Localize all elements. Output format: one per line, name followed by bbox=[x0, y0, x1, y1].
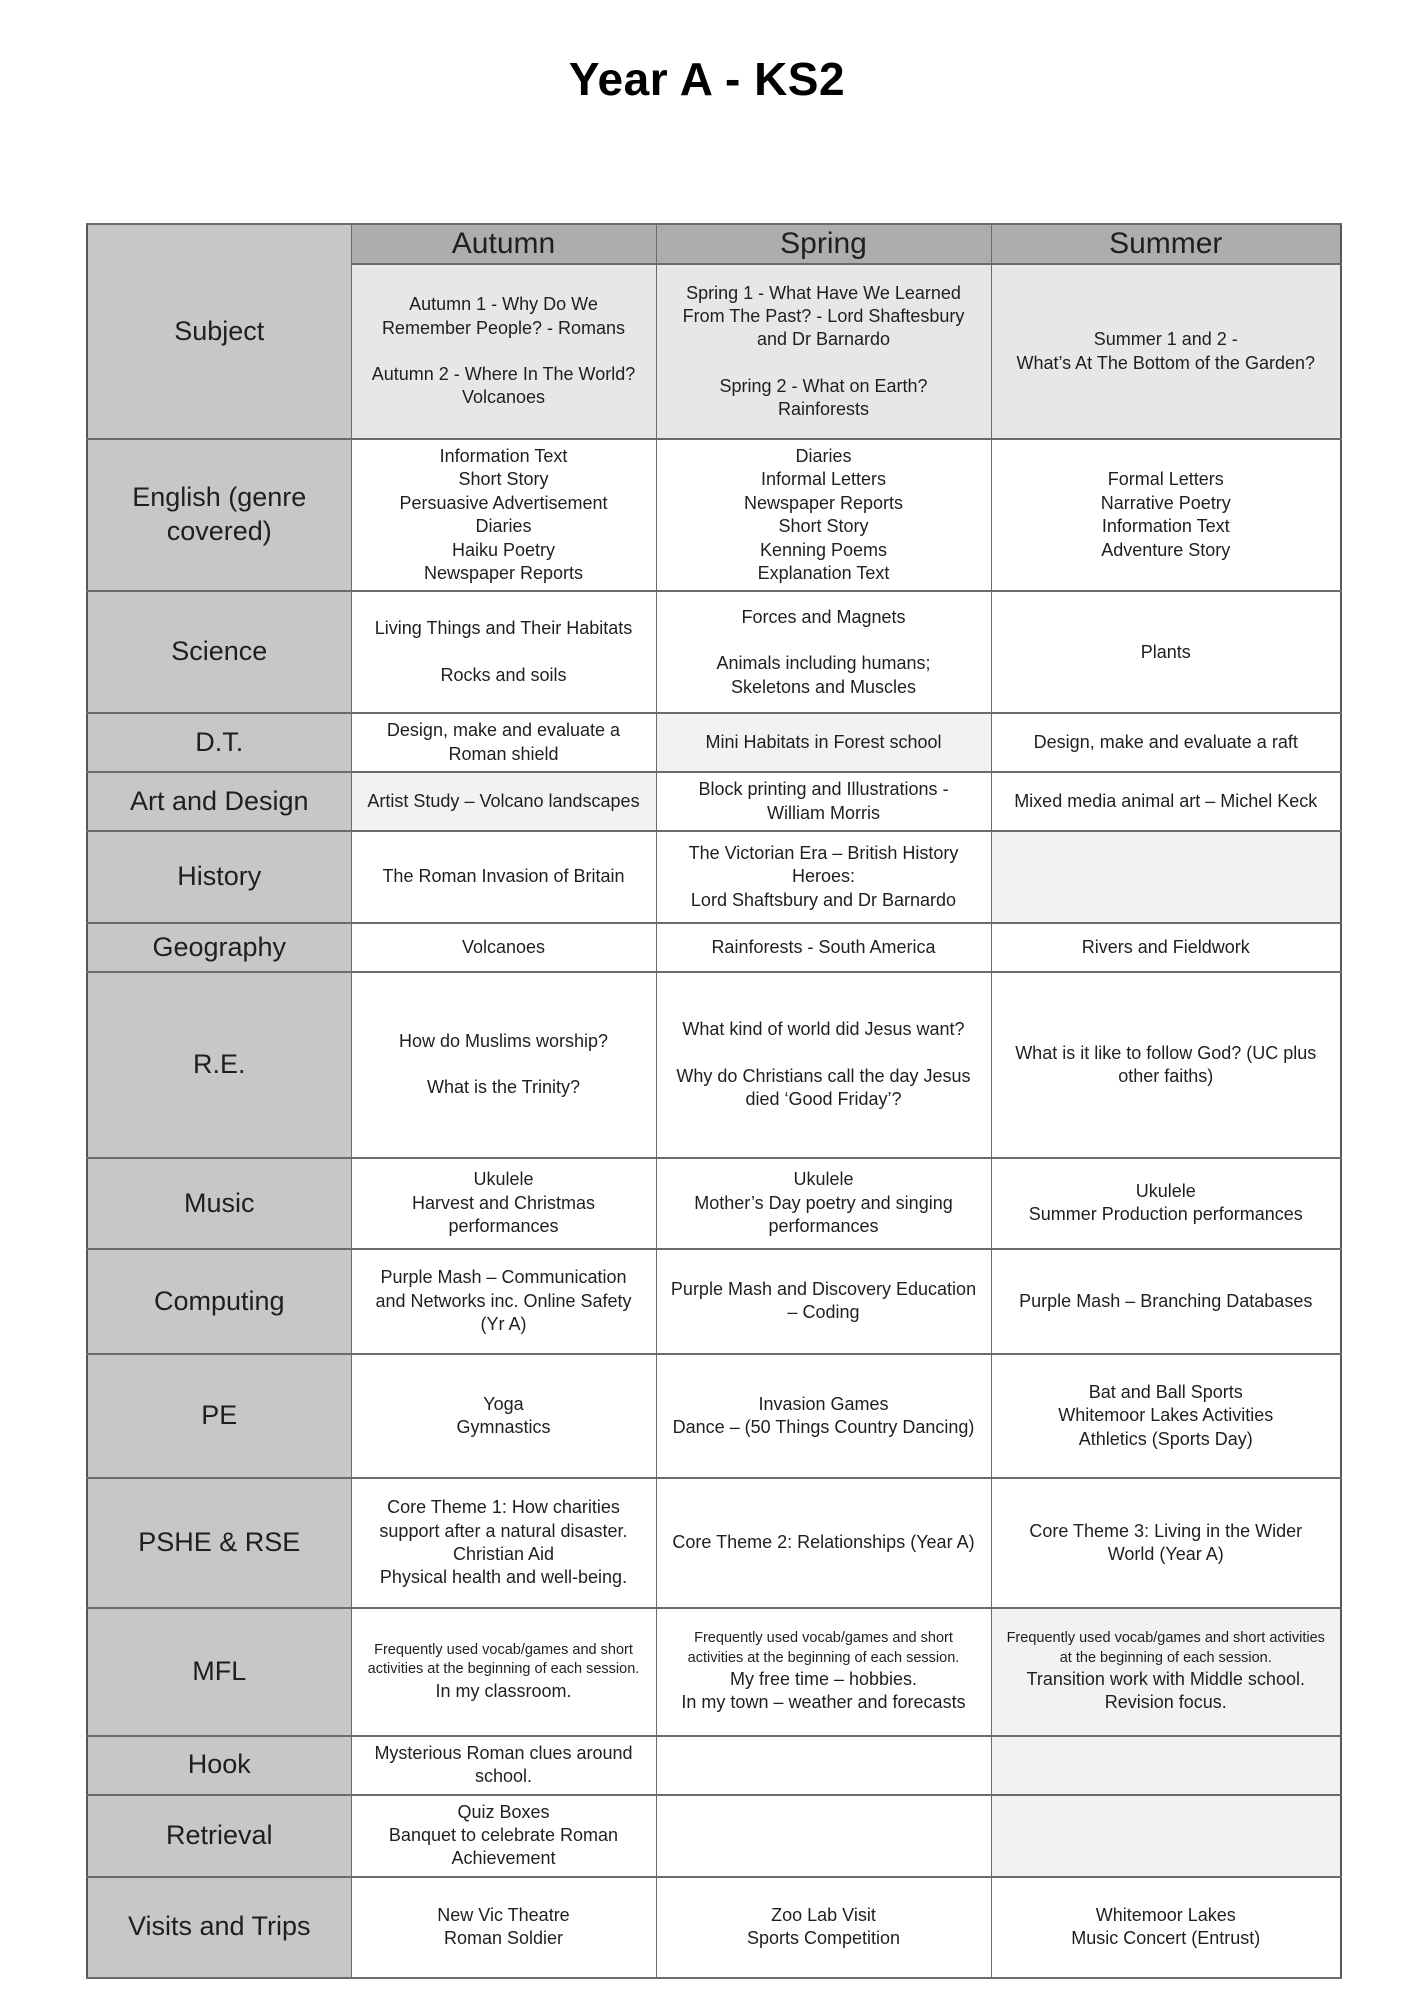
cell-mfl-spring: Frequently used vocab/games and short activities at the beginning of each session. My free time – hobbies. In my town – weather and forecasts bbox=[656, 1608, 991, 1736]
row-label-science: Science bbox=[87, 591, 351, 713]
cell-computing-spring: Purple Mash and Discovery Education – Coding bbox=[656, 1249, 991, 1354]
row-label-d-t: D.T. bbox=[87, 713, 351, 772]
cell-visits-and-trips-autumn: New Vic Theatre Roman Soldier bbox=[351, 1877, 656, 1978]
row-label-r-e: R.E. bbox=[87, 972, 351, 1158]
table-row-r-e bbox=[87, 972, 1341, 1158]
cell-r-e-summer: What is it like to follow God? (UC plus other faiths) bbox=[991, 972, 1341, 1158]
cell-geography-spring: Rainforests - South America bbox=[656, 923, 991, 972]
cell-pe-spring: Invasion Games Dance – (50 Things Country Dancing) bbox=[656, 1354, 991, 1478]
cell-visits-and-trips-summer: Whitemoor Lakes Music Concert (Entrust) bbox=[991, 1877, 1341, 1978]
column-header-summer: Summer bbox=[991, 224, 1341, 264]
topic-cell-autumn: Autumn 1 - Why Do We Remember People? - Romans Autumn 2 - Where In The World? Volcanoes bbox=[351, 264, 656, 439]
table-row-hook bbox=[87, 1736, 1341, 1795]
row-label-art-and-design: Art and Design bbox=[87, 772, 351, 831]
cell-science-summer: Plants bbox=[991, 591, 1341, 713]
cell-hook-autumn: Mysterious Roman clues around school. bbox=[351, 1736, 656, 1795]
row-label-pe: PE bbox=[87, 1354, 351, 1478]
cell-english-genre-covered-autumn: Information Text Short Story Persuasive Advertisement Diaries Haiku Poetry Newspaper Reports bbox=[351, 439, 656, 591]
row-label-geography: Geography bbox=[87, 923, 351, 972]
cell-pshe-rse-spring: Core Theme 2: Relationships (Year A) bbox=[656, 1478, 991, 1608]
cell-pe-summer: Bat and Ball Sports Whitemoor Lakes Activities Athletics (Sports Day) bbox=[991, 1354, 1341, 1478]
cell-computing-summer: Purple Mash – Branching Databases bbox=[991, 1249, 1341, 1354]
cell-history-summer bbox=[991, 831, 1341, 923]
cell-retrieval-autumn: Quiz Boxes Banquet to celebrate Roman Achievement bbox=[351, 1795, 656, 1877]
cell-music-summer: Ukulele Summer Production performances bbox=[991, 1158, 1341, 1249]
cell-pe-autumn: Yoga Gymnastics bbox=[351, 1354, 656, 1478]
cell-pshe-rse-summer: Core Theme 3: Living in the Wider World (Year A) bbox=[991, 1478, 1341, 1608]
cell-retrieval-spring bbox=[656, 1795, 991, 1877]
cell-pshe-rse-autumn: Core Theme 1: How charities support after a natural disaster. Christian Aid Physical health and well-being. bbox=[351, 1478, 656, 1608]
cell-english-genre-covered-summer: Formal Letters Narrative Poetry Information Text Adventure Story bbox=[991, 439, 1341, 591]
cell-geography-autumn: Volcanoes bbox=[351, 923, 656, 972]
column-header-spring: Spring bbox=[656, 224, 991, 264]
column-header-autumn: Autumn bbox=[351, 224, 656, 264]
cell-computing-autumn: Purple Mash – Communication and Networks inc. Online Safety (Yr A) bbox=[351, 1249, 656, 1354]
cell-geography-summer: Rivers and Fieldwork bbox=[991, 923, 1341, 972]
cell-science-spring: Forces and Magnets Animals including humans; Skeletons and Muscles bbox=[656, 591, 991, 713]
cell-mfl-autumn: Frequently used vocab/games and short activities at the beginning of each session. In my classroom. bbox=[351, 1608, 656, 1736]
cell-music-autumn: Ukulele Harvest and Christmas performances bbox=[351, 1158, 656, 1249]
table-row-pshe-rse bbox=[87, 1478, 1341, 1608]
table-row-computing bbox=[87, 1249, 1341, 1354]
cell-hook-summer bbox=[991, 1736, 1341, 1795]
cell-science-autumn: Living Things and Their Habitats Rocks and soils bbox=[351, 591, 656, 713]
table-row-english-genre-covered bbox=[87, 439, 1341, 591]
row-label-computing: Computing bbox=[87, 1249, 351, 1354]
table-row-science bbox=[87, 591, 1341, 713]
table-row-visits-and-trips bbox=[87, 1877, 1341, 1978]
cell-history-spring: The Victorian Era – British History Heroes: Lord Shaftsbury and Dr Barnardo bbox=[656, 831, 991, 923]
cell-art-and-design-summer: Mixed media animal art – Michel Keck bbox=[991, 772, 1341, 831]
topic-cell-summer: Summer 1 and 2 - What’s At The Bottom of the Garden? bbox=[991, 264, 1341, 439]
topic-cell-spring: Spring 1 - What Have We Learned From The Past? - Lord Shaftesbury and Dr Barnardo Spring 2 - What on Earth? Rainforests bbox=[656, 264, 991, 439]
row-label-hook: Hook bbox=[87, 1736, 351, 1795]
cell-history-autumn: The Roman Invasion of Britain bbox=[351, 831, 656, 923]
cell-hook-spring bbox=[656, 1736, 991, 1795]
row-label-pshe-rse: PSHE & RSE bbox=[87, 1478, 351, 1608]
cell-art-and-design-spring: Block printing and Illustrations - William Morris bbox=[656, 772, 991, 831]
row-label-history: History bbox=[87, 831, 351, 923]
table-row-history bbox=[87, 831, 1341, 923]
row-label-music: Music bbox=[87, 1158, 351, 1249]
cell-r-e-autumn: How do Muslims worship? What is the Trinity? bbox=[351, 972, 656, 1158]
table-row-d-t bbox=[87, 713, 1341, 772]
row-label-visits-and-trips: Visits and Trips bbox=[87, 1877, 351, 1978]
cell-music-spring: Ukulele Mother’s Day poetry and singing performances bbox=[656, 1158, 991, 1249]
row-label-english-genre-covered: English (genre covered) bbox=[87, 439, 351, 591]
cell-d-t-summer: Design, make and evaluate a raft bbox=[991, 713, 1341, 772]
table-row-art-and-design bbox=[87, 772, 1341, 831]
table-row-music bbox=[87, 1158, 1341, 1249]
cell-mfl-summer: Frequently used vocab/games and short activities at the beginning of each session. Transition work with Middle school. Revision focus. bbox=[991, 1608, 1341, 1736]
table-row-retrieval bbox=[87, 1795, 1341, 1877]
corner-label-subject: Subject bbox=[87, 224, 351, 439]
cell-d-t-spring: Mini Habitats in Forest school bbox=[656, 713, 991, 772]
table-row-geography bbox=[87, 923, 1341, 972]
cell-english-genre-covered-spring: Diaries Informal Letters Newspaper Reports Short Story Kenning Poems Explanation Text bbox=[656, 439, 991, 591]
table-row-mfl bbox=[87, 1608, 1341, 1736]
page-title: Year A - KS2 bbox=[568, 53, 846, 105]
curriculum-table bbox=[86, 223, 1342, 1979]
header-row bbox=[87, 224, 1341, 264]
cell-retrieval-summer bbox=[991, 1795, 1341, 1877]
cell-r-e-spring: What kind of world did Jesus want? Why do Christians call the day Jesus died ‘Good Friday’? bbox=[656, 972, 991, 1158]
cell-d-t-autumn: Design, make and evaluate a Roman shield bbox=[351, 713, 656, 772]
cell-visits-and-trips-spring: Zoo Lab Visit Sports Competition bbox=[656, 1877, 991, 1978]
row-label-mfl: MFL bbox=[87, 1608, 351, 1736]
row-label-retrieval: Retrieval bbox=[87, 1795, 351, 1877]
cell-art-and-design-autumn: Artist Study – Volcano landscapes bbox=[351, 772, 656, 831]
table-row-pe bbox=[87, 1354, 1341, 1478]
